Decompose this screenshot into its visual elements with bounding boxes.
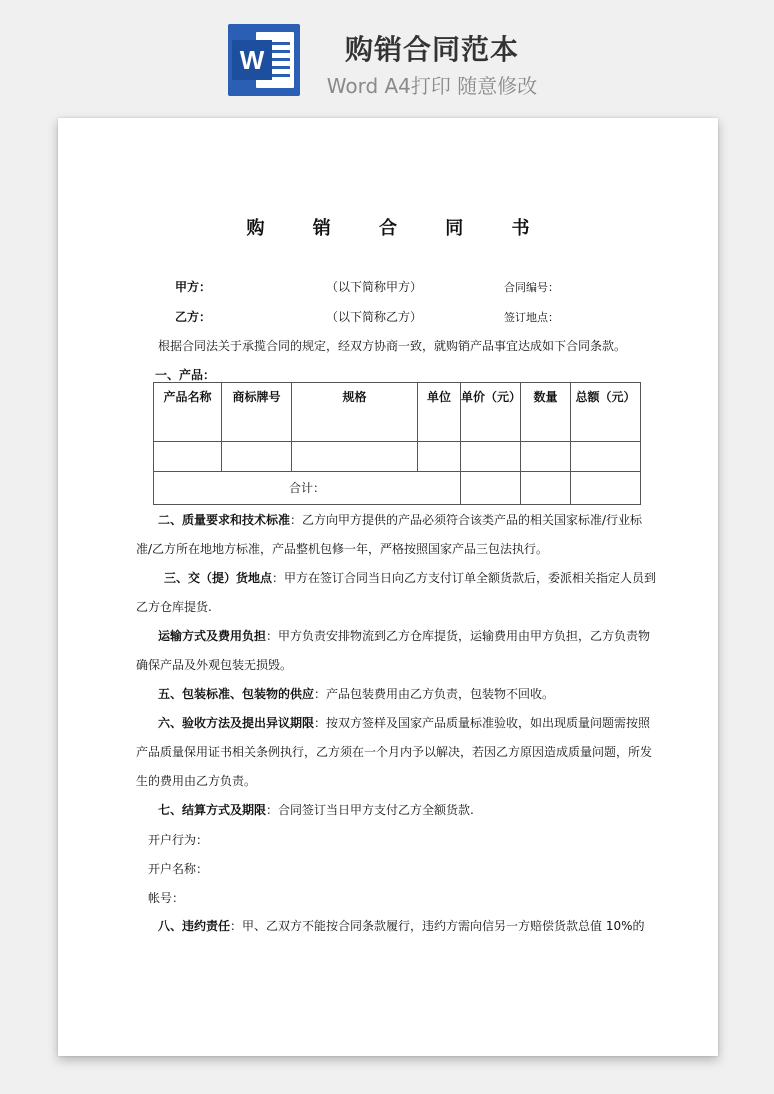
section-packaging-body: ：产品包装费用由乙方负责，包装物不回收。	[314, 687, 555, 701]
contract-number-label: 合同编号：	[504, 281, 559, 294]
section-liability-body: ：甲、乙双方不能按合同条款履行，违约方需向信另一方赔偿货款总值 10%的	[230, 919, 645, 933]
account-name-label: 开户名称：	[148, 862, 209, 876]
account-number-label: 帐号：	[148, 891, 185, 905]
section-quality	[136, 506, 658, 564]
word-icon-letter: W	[232, 40, 272, 80]
table-cell[interactable]	[571, 442, 641, 472]
section-delivery	[136, 564, 658, 622]
section-delivery-body: ：甲方在签订合同当日向乙方支付订单全额货款后，委派相关指定人员到乙方仓库提货.	[136, 571, 657, 614]
section-acceptance-heading: 六、验收方法及提出异议期限	[158, 716, 315, 730]
banner	[0, 0, 774, 110]
party-a-label: 甲方：	[175, 280, 212, 294]
signing-place-label: 签订地点：	[504, 311, 559, 324]
table-header-cell: 商标牌号	[222, 383, 292, 442]
section-transport-heading: 运输方式及费用负担	[158, 629, 267, 643]
products-table	[153, 382, 641, 505]
table-cell[interactable]	[292, 442, 418, 472]
table-cell[interactable]	[418, 442, 461, 472]
section-settlement-heading: 七、结算方式及期限	[158, 803, 267, 817]
table-header-cell: 单价（元）	[461, 383, 521, 442]
section-liability-heading: 八、违约责任	[158, 919, 231, 933]
table-header-row	[154, 383, 641, 442]
table-cell[interactable]	[521, 442, 571, 472]
party-b-label: 乙方：	[175, 310, 212, 324]
banner-title: 购销合同范本	[344, 33, 519, 66]
table-cell[interactable]	[571, 472, 641, 505]
section-settlement-body: ：合同签订当日甲方支付乙方全额货款.	[266, 803, 474, 817]
section-transport-body: ：甲方负责安排物流到乙方仓库提货，运输费用由甲方负担，乙方负责物确保产品及外观包装无损毁。	[136, 629, 651, 672]
section-settlement	[136, 796, 658, 825]
table-total-label: 合计：	[154, 472, 461, 505]
table-header-cell: 数量	[521, 383, 571, 442]
section-liability	[136, 912, 658, 941]
party-a-note: （以下简称甲方）	[326, 280, 423, 294]
table-cell[interactable]	[222, 442, 292, 472]
section-acceptance-body: ：按双方签样及国家产品质量标准验收，如出现质量问题需按照产品质量保用证书相关条例执行，乙方须在一个月内予以解决，若因乙方原因造成质量问题，所发生的费用由乙方负责。	[136, 716, 653, 788]
table-cell[interactable]	[521, 472, 571, 505]
section-products-heading: 一、产品：	[155, 368, 216, 382]
section-delivery-heading: 三、交（提）货地点	[164, 571, 273, 585]
document-title: 购 销 合 同 书	[246, 218, 551, 239]
table-cell[interactable]	[461, 472, 521, 505]
bank-label: 开户行为：	[148, 833, 209, 847]
table-header-cell: 产品名称	[154, 383, 222, 442]
table-header-cell: 总额（元）	[571, 383, 641, 442]
word-document-icon	[228, 24, 300, 96]
table-row	[154, 442, 641, 472]
intro-text: 根据合同法关于承揽合同的规定，经双方协商一致，就购销产品事宜达成如下合同条款。	[158, 339, 627, 353]
section-acceptance	[136, 709, 658, 796]
table-cell[interactable]	[461, 442, 521, 472]
section-packaging	[136, 680, 658, 709]
table-header-cell: 规格	[292, 383, 418, 442]
table-header-cell: 单位	[418, 383, 461, 442]
table-cell[interactable]	[154, 442, 222, 472]
section-packaging-heading: 五、包装标准、包装物的供应	[158, 687, 315, 701]
banner-subtitle: Word A4打印 随意修改	[326, 74, 538, 98]
section-quality-body: ：乙方向甲方提供的产品必须符合该类产品的相关国家标准/行业标准/乙方所在地地方标准，产品整机包修一年，严格按照国家产品三包法执行。	[136, 513, 643, 556]
party-b-note: （以下简称乙方）	[326, 310, 423, 324]
section-quality-heading: 二、质量要求和技术标准	[158, 513, 291, 527]
section-transport	[136, 622, 658, 680]
table-total-row	[154, 472, 641, 505]
document-page	[58, 118, 718, 1056]
